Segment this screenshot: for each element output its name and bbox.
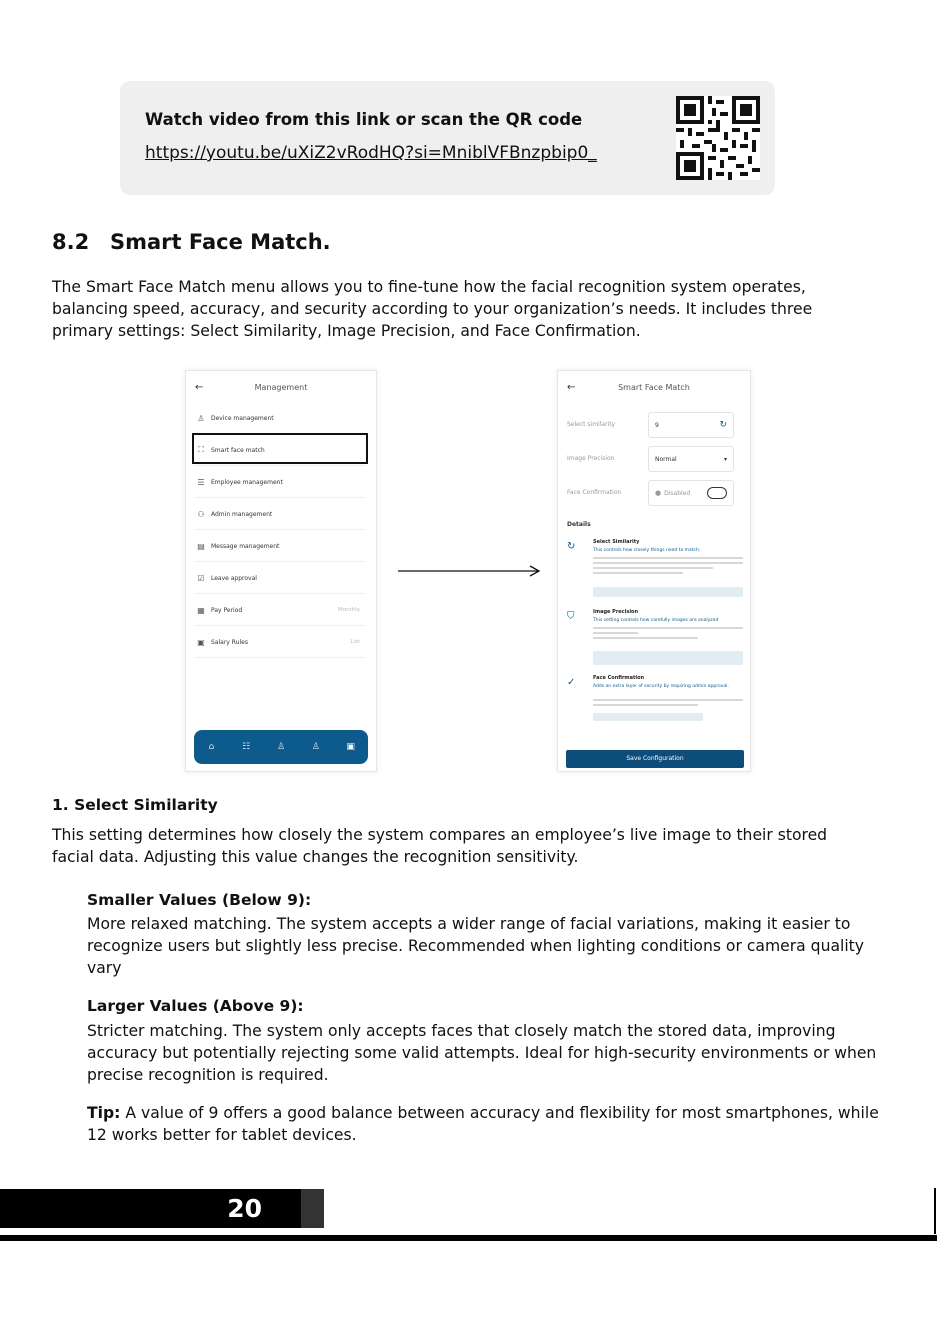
person-icon: ♙ bbox=[311, 742, 320, 752]
confirmation-label: Face Confirmation bbox=[567, 489, 622, 496]
smart-face-match-screenshot bbox=[557, 370, 751, 772]
detail-subtitle: This setting controls how carefully images are analyzed bbox=[593, 618, 719, 623]
menu-item-value: List bbox=[350, 639, 360, 645]
menu-item-label: Message management bbox=[211, 542, 280, 550]
tip-paragraph bbox=[87, 1102, 887, 1146]
management-header: Management bbox=[254, 383, 308, 392]
page-number: 20 bbox=[227, 1194, 262, 1223]
message-icon: ▤ bbox=[197, 541, 205, 551]
section-number: 8.2 bbox=[52, 230, 90, 254]
detail-image-precision bbox=[567, 609, 743, 669]
menu-item-label: Smart face match bbox=[211, 446, 265, 454]
footer-rule bbox=[0, 1235, 937, 1241]
footer-tick bbox=[934, 1188, 936, 1234]
face-scan-icon: ⛶ bbox=[198, 445, 204, 454]
highlight-box bbox=[192, 433, 368, 464]
leave-icon: ☑ bbox=[197, 573, 205, 583]
menu-item-label: Device management bbox=[211, 414, 274, 422]
similarity-value: 9 bbox=[655, 421, 659, 429]
menu-item-salary-rules bbox=[194, 627, 366, 658]
similarity-field bbox=[648, 412, 734, 438]
detail-subtitle: Adds an extra layer of security by requiring admin approval. bbox=[593, 684, 729, 689]
chevron-down-icon: ▾ bbox=[723, 455, 727, 463]
video-link[interactable]: https://youtu.be/uXiZ2vRodHQ?si=MniblVFBnzpbip0_ bbox=[145, 143, 597, 163]
similarity-heading: 1. Select Similarity bbox=[52, 796, 218, 814]
management-icon: ▣ bbox=[346, 742, 355, 752]
detail-title: Face Confirmation bbox=[593, 675, 645, 681]
tip-label: Tip: bbox=[87, 1104, 121, 1122]
precision-value: Normal bbox=[655, 455, 677, 463]
check-circle-icon: ✓ bbox=[567, 677, 576, 688]
employee-icon: ☰ bbox=[197, 477, 205, 487]
salary-icon: ▣ bbox=[197, 637, 205, 647]
menu-item-label: Leave approval bbox=[211, 574, 257, 582]
section-heading bbox=[52, 230, 331, 254]
footer-accent bbox=[282, 1189, 301, 1228]
section-title: Smart Face Match. bbox=[110, 230, 331, 254]
menu-item-leave-approval bbox=[194, 563, 366, 594]
larger-values-heading: Larger Values (Above 9): bbox=[87, 997, 304, 1015]
arrow-right-icon bbox=[398, 565, 541, 577]
intro-paragraph: The Smart Face Match menu allows you to fine-tune how the facial recognition system operates, balancing speed, accuracy, and security according to your organization’s needs. It includes three primary settings: Select Similarity, Image Precision, and Face Confirmation. bbox=[52, 278, 813, 340]
detail-face-confirmation bbox=[567, 675, 743, 735]
larger-values-text: Stricter matching. The system only accepts faces that closely match the stored data, improving accuracy but potentially rejecting some valid attempts. Ideal for high-security environments or when precise recognition is required. bbox=[87, 1022, 877, 1084]
info-icon: ● bbox=[655, 489, 662, 497]
menu-item-label: Admin management bbox=[211, 510, 273, 518]
calendar-icon: ▦ bbox=[197, 605, 205, 615]
bottom-tab-bar bbox=[194, 730, 368, 764]
detail-title: Image Precision bbox=[593, 609, 639, 615]
details-heading: Details bbox=[567, 521, 591, 528]
refresh-icon: ↻ bbox=[719, 420, 727, 430]
confirmation-value: Disabled bbox=[664, 489, 691, 497]
refresh-icon: ↻ bbox=[567, 541, 576, 552]
detail-subtitle: This controls how closely things need to match. bbox=[593, 548, 701, 553]
tip-text: A value of 9 offers a good balance between accuracy and flexibility for most smartphones, while 12 works better for tablet devices. bbox=[87, 1104, 879, 1144]
smaller-values-heading: Smaller Values (Below 9): bbox=[87, 891, 312, 909]
menu-item-label: Pay Period bbox=[211, 606, 243, 614]
people-icon: ♙ bbox=[276, 742, 286, 752]
home-icon: ⌂ bbox=[208, 742, 215, 752]
menu-item-label: Employee management bbox=[211, 478, 283, 486]
device-icon: ♙ bbox=[197, 413, 205, 423]
list-icon: ☷ bbox=[242, 742, 251, 752]
precision-label: Image Precision bbox=[567, 455, 615, 462]
similarity-description: This setting determines how closely the system compares an employee’s live image to their stored facial data. Adjusting this value changes the recognition sensitivity. bbox=[52, 826, 828, 866]
detail-select-similarity bbox=[567, 539, 743, 599]
menu-item-device-management bbox=[194, 403, 366, 434]
menu-item-value: Monthly bbox=[337, 607, 360, 613]
smaller-values-text: More relaxed matching. The system accepts a wider range of facial variations, making it easier to recognize users but slightly less precise. Recommended when lighting conditions or camera quality vary bbox=[87, 915, 865, 977]
menu-item-pay-period bbox=[194, 595, 366, 626]
footer-accent-light bbox=[301, 1189, 324, 1228]
save-configuration-button: Save Configuration bbox=[566, 750, 744, 768]
toggle-switch bbox=[707, 487, 727, 499]
similarity-label: Select similarity bbox=[567, 421, 616, 428]
admin-icon: ⚇ bbox=[197, 509, 205, 519]
menu-item-label: Salary Rules bbox=[211, 638, 248, 646]
menu-item-message-management bbox=[194, 531, 366, 562]
qr-code-icon bbox=[676, 96, 760, 180]
video-callout-title: Watch video from this link or scan the QR code bbox=[145, 110, 583, 129]
shield-icon: ⛉ bbox=[567, 611, 575, 622]
back-arrow-icon: ← bbox=[195, 382, 204, 393]
confirmation-field bbox=[648, 480, 734, 506]
back-arrow-icon: ← bbox=[567, 382, 576, 393]
menu-item-admin-management bbox=[194, 499, 366, 530]
smart-face-match-header: Smart Face Match bbox=[618, 383, 690, 392]
management-screenshot bbox=[185, 370, 377, 772]
precision-select bbox=[648, 446, 734, 472]
detail-title: Select Similarity bbox=[593, 539, 640, 545]
menu-item-employee-management bbox=[194, 467, 366, 498]
